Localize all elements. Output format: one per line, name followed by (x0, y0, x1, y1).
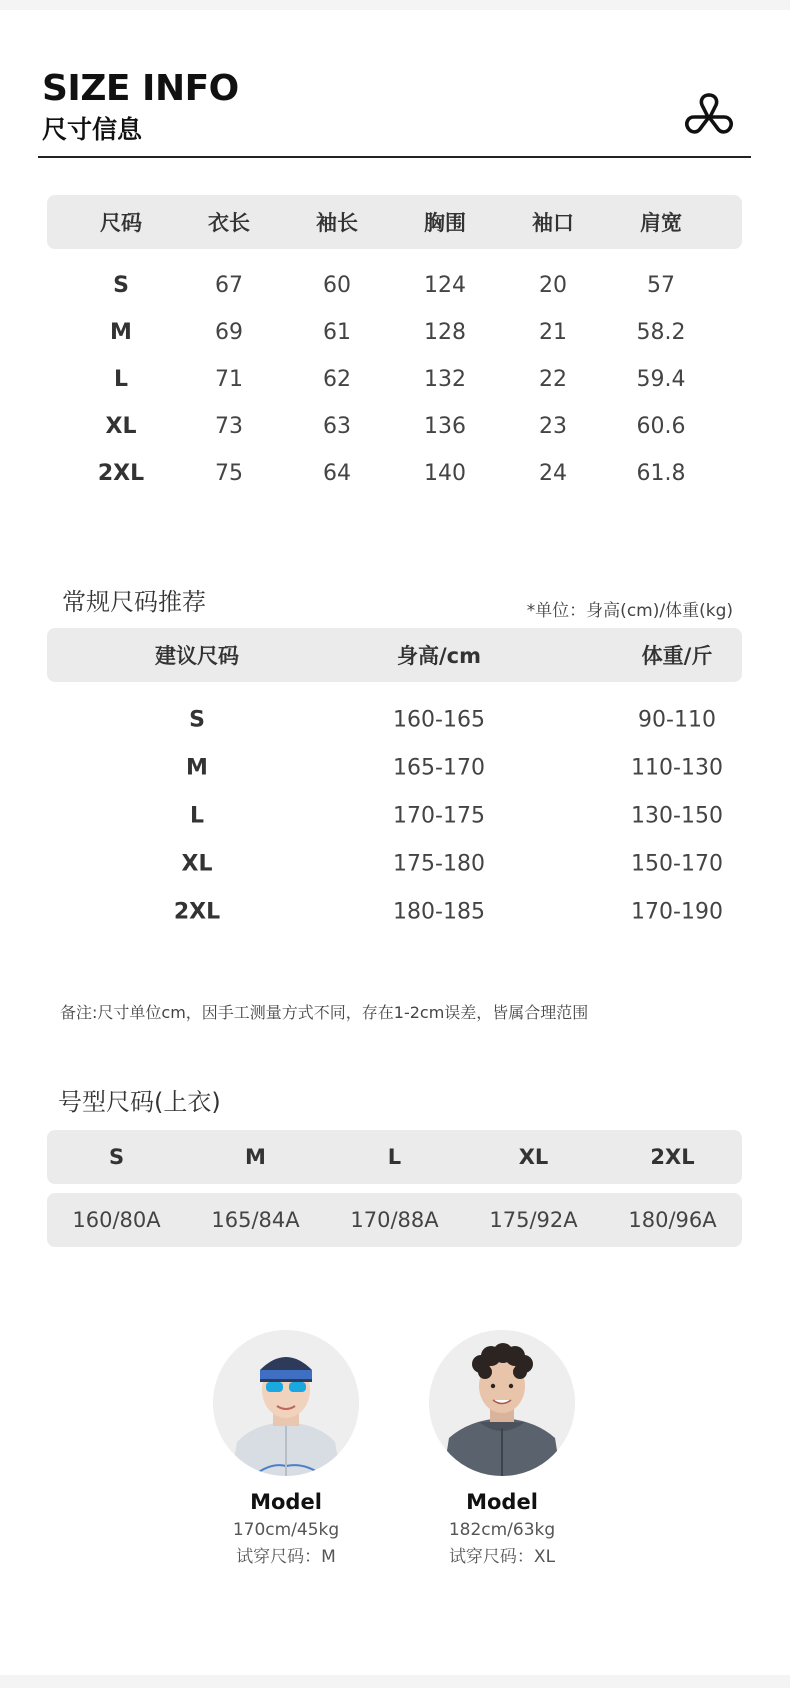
table-cell: 170-175 (393, 803, 485, 829)
header-divider (38, 156, 751, 158)
table-cell: 62 (323, 366, 351, 392)
table-row (47, 798, 742, 834)
table-cell: 132 (424, 366, 466, 392)
recommend-title: 常规尺码推荐 (62, 588, 206, 616)
model-name: Model (250, 1490, 322, 1514)
table-cell: 140 (424, 460, 466, 486)
table-cell: S (189, 707, 205, 733)
size-label: XL (518, 1145, 549, 1169)
size-label: M (245, 1145, 266, 1169)
model-card (412, 1330, 592, 1567)
recommend-table-header (47, 628, 742, 682)
measurement-remark: 备注:尺寸单位cm，因手工测量方式不同，存在1-2cm误差，皆属合理范围 (60, 1003, 589, 1022)
model-try-size: 试穿尺码：XL (448, 1547, 556, 1567)
title-en: SIZE INFO (42, 68, 239, 109)
table-cell: 59.4 (636, 366, 686, 392)
table-cell: 110-130 (631, 755, 723, 781)
table-cell: XL (105, 413, 137, 439)
table-cell: 60 (323, 272, 351, 298)
table-row (47, 702, 742, 738)
table-cell: 61.8 (636, 460, 686, 486)
table-cell: S (113, 272, 129, 298)
table-cell: 150-170 (631, 851, 723, 877)
table-cell: 21 (539, 319, 567, 345)
col-header: 袖口 (532, 211, 574, 235)
table-row (47, 846, 742, 882)
table-cell: 60.6 (636, 413, 686, 439)
model-try-size: 试穿尺码：M (236, 1547, 336, 1567)
table-cell: 136 (424, 413, 466, 439)
table-cell: 61 (323, 319, 351, 345)
size-info-page (0, 10, 790, 1675)
table-cell: 160-165 (393, 707, 485, 733)
table-row (47, 894, 742, 930)
table-cell: 170-190 (631, 899, 723, 925)
table-cell: L (113, 366, 129, 392)
size-label: L (387, 1145, 402, 1169)
table-cell: 124 (424, 272, 466, 298)
table-cell: 130-150 (631, 803, 723, 829)
size-label: S (108, 1145, 125, 1169)
table-cell: XL (181, 851, 213, 877)
table-row (47, 314, 742, 350)
table-cell: 23 (539, 413, 567, 439)
size-table-header (47, 195, 742, 249)
table-cell: 175-180 (393, 851, 485, 877)
table-cell: 67 (215, 272, 243, 298)
table-row (47, 361, 742, 397)
table-cell: 57 (647, 272, 675, 298)
fit-code-value: 180/96A (628, 1208, 717, 1232)
model-card (196, 1330, 376, 1567)
table-cell: 90-110 (638, 707, 716, 733)
table-cell: 69 (215, 319, 243, 345)
size-label: 2XL (650, 1145, 695, 1169)
table-cell: 180-185 (393, 899, 485, 925)
table-cell: 71 (215, 366, 243, 392)
col-header: 尺码 (100, 211, 142, 235)
table-row (47, 455, 742, 491)
table-cell: 165-170 (393, 755, 485, 781)
fit-code-value: 175/92A (489, 1208, 578, 1232)
table-cell: 63 (323, 413, 351, 439)
table-cell: 2XL (97, 460, 145, 486)
model-name: Model (466, 1490, 538, 1514)
fit-code-values-bar (47, 1193, 742, 1247)
table-row (47, 408, 742, 444)
fit-code-sizes-bar (47, 1130, 742, 1184)
col-header: 体重/斤 (641, 644, 713, 668)
table-cell: M (186, 755, 208, 781)
model-stats: 170cm/45kg (232, 1520, 340, 1540)
table-cell: 64 (323, 460, 351, 486)
title-cn: 尺寸信息 (42, 115, 143, 144)
fit-code-value: 170/88A (350, 1208, 439, 1232)
table-row (47, 267, 742, 303)
table-cell: 128 (424, 319, 466, 345)
table-cell: 2XL (173, 899, 221, 925)
table-cell: 20 (539, 272, 567, 298)
fit-code-value: 165/84A (211, 1208, 300, 1232)
model-avatar (213, 1330, 359, 1476)
table-cell: 22 (539, 366, 567, 392)
triskelion-logo-icon (682, 90, 736, 136)
col-header: 身高/cm (397, 644, 481, 668)
table-cell: M (110, 319, 132, 345)
model-stats: 182cm/63kg (448, 1520, 556, 1540)
col-header: 衣长 (208, 211, 250, 235)
fit-code-value: 160/80A (72, 1208, 161, 1232)
table-row (47, 750, 742, 786)
table-cell: 58.2 (636, 319, 686, 345)
table-cell: 73 (215, 413, 243, 439)
col-header: 建议尺码 (155, 644, 239, 668)
col-header: 胸围 (424, 211, 466, 235)
fit-code-title: 号型尺码(上衣) (58, 1088, 221, 1116)
col-header: 肩宽 (640, 211, 682, 235)
table-cell: L (189, 803, 205, 829)
col-header: 袖长 (316, 211, 358, 235)
unit-note: *单位：身高(cm)/体重(kg) (526, 601, 733, 621)
table-cell: 24 (539, 460, 567, 486)
model-avatar (429, 1330, 575, 1476)
table-cell: 75 (215, 460, 243, 486)
